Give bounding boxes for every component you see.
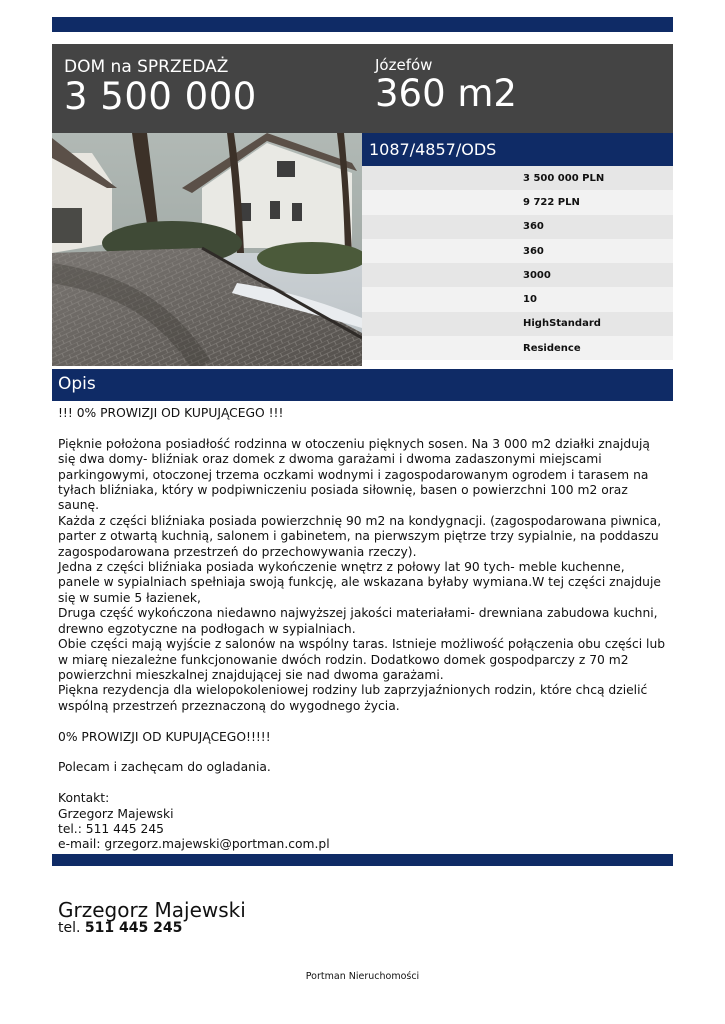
agent-phone: [58, 920, 182, 936]
parameter-row: [362, 263, 673, 287]
listing-header: [52, 44, 673, 133]
parameter-row: [362, 215, 673, 239]
agent-phone-label: tel.: [58, 920, 81, 936]
description-heading: Opis: [58, 374, 96, 394]
parameter-row: [362, 239, 673, 263]
parameter-row: [362, 312, 673, 336]
parameter-value: HighStandard: [523, 318, 601, 330]
property-area: 360 m2: [375, 72, 517, 115]
parameter-value: 360: [523, 245, 544, 257]
parameter-row: [362, 287, 673, 311]
parameter-value: 10: [523, 294, 537, 306]
bottom-accent-bar: [52, 854, 673, 866]
agent-phone-number: 511 445 245: [84, 920, 183, 936]
property-photo: [52, 133, 362, 366]
top-accent-bar: [52, 17, 673, 32]
parameter-row: [362, 166, 673, 190]
parameter-row: [362, 336, 673, 360]
property-city: Józefów: [375, 56, 433, 74]
property-type: DOM na SPRZEDAŻ: [64, 57, 229, 77]
agent-name: Grzegorz Majewski: [58, 898, 246, 922]
parameter-value: 3 500 000 PLN: [523, 172, 605, 184]
property-price: 3 500 000: [64, 75, 257, 118]
parameter-row: [362, 190, 673, 214]
parameter-value: 9 722 PLN: [523, 196, 580, 208]
parameter-value: Residence: [523, 342, 581, 354]
description-heading-bar: [52, 369, 673, 401]
listing-reference: 1087/4857/ODS: [369, 140, 497, 159]
footer-company: Portman Nieruchomości: [305, 971, 420, 982]
parameter-value: 3000: [523, 269, 551, 281]
listing-reference-bar: [362, 133, 673, 166]
parameters-list: [362, 166, 673, 360]
description-text: !!! 0% PROWIZJI OD KUPUJĄCEGO !!! Pięknie położona posiadłość rodzinna w otoczeniu pięknych sosen. Na 3 000 m2 działki znajdują się dwa domy- bliźniak oraz domek z dwoma garażami i dwoma zadaszonymi miejscami parkingowymi, otoczonej trzema oczkami wodnymi i zagospodarowanym ogrodem i tarasem na tyłach bliźniaka, który w podpiwniczeniu posiada siłownię, basen o powierzchni 100 m2 oraz saunę. Każda z części bliźniaka posiada powierzchnię 90 m2 na kondygnacji. (zagospodarowana piwnica, parter z otwartą kuchnią, salonem i gabinetem, na pierwszym piętrze trzy sypialnie, na poddaszu zagospodarowana przestrzeń do przechowywania rzeczy). Jedna z części bliźniaka posiada wykończenie wnętrz z połowy lat 90 tych- meble kuchenne, panele w sypialniach spełniaja swoją funkcję, ale wskazana byłaby wymiana.W tej części znajduje się w sumie 5 łazienek, Druga część wykończona niedawno najwyższej jakości materiałami- drewniana zabudowa kuchni, drewno egzotyczne na podłogach w sypialniach. Obie części mają wyjście z salonów na wspólny taras. Istnieje możliwość połączenia obu części lub w miarę niezależne funkcjonowanie dwóch rodzin. Dodatkowo domek gospodparczy z 70 m2 powierzchni mieszkalnej znajdującej sie nad dwoma garażami. Piękna rezydencja dla wielopokoleniowej rodziny lub zaprzyjaźnionych rodzin, które chcą dzielić wspólną przestrzeń przeznaczoną do wygodnego życia. 0% PROWIZJI OD KUPUJĄCEGO!!!!! Polecam i zachęcam do ogladania. Kontakt: Grzegorz Majewski tel.: 511 445 245 e-mail: grzegorz.majewski@portman.com.pl: [58, 406, 666, 852]
parameter-value: 360: [523, 221, 544, 233]
